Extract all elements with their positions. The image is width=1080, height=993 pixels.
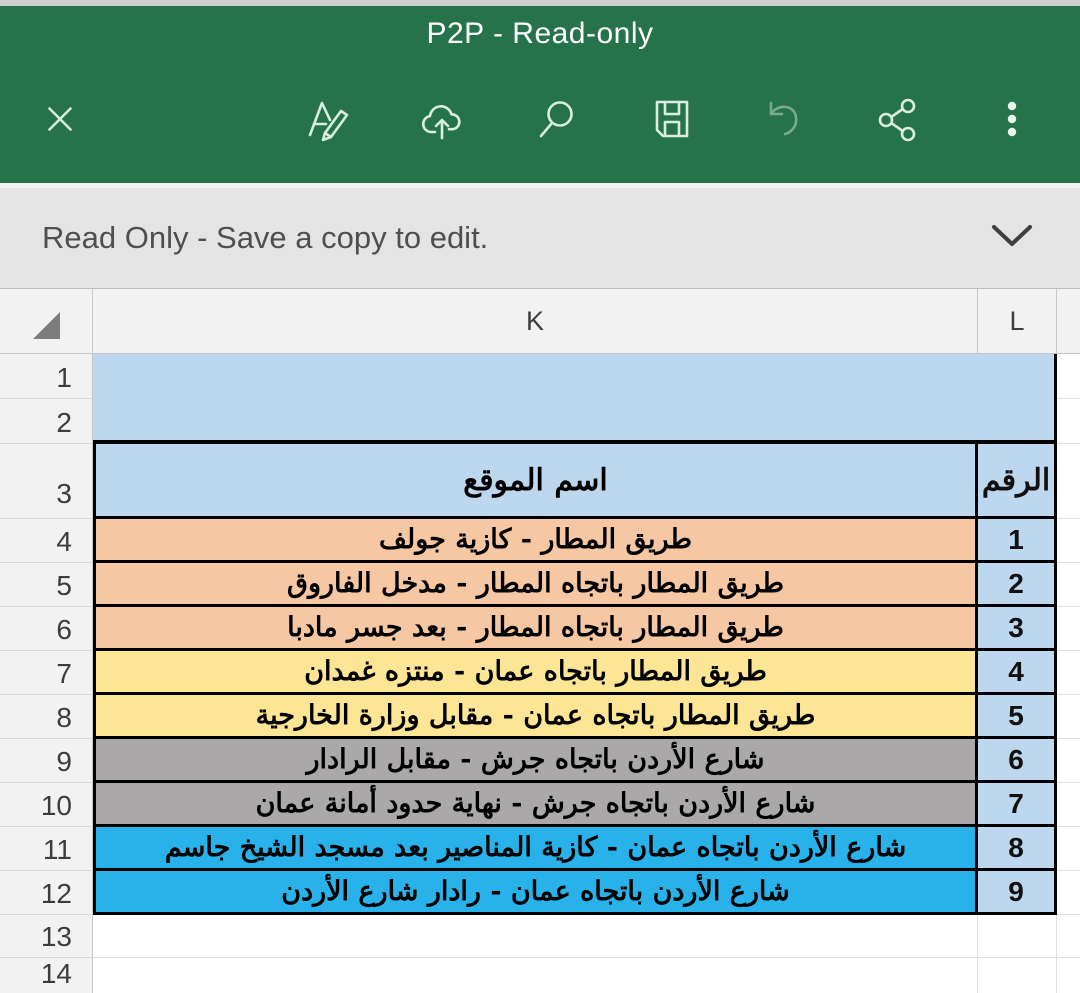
table-row-empty <box>0 915 1080 958</box>
site-name-cell[interactable]: شارع الأردن باتجاه عمان - رادار شارع الأردن <box>93 871 978 915</box>
site-name-cell[interactable]: طريق المطار باتجاه المطار - مدخل الفاروق <box>93 563 978 607</box>
site-name-cell[interactable]: طريق المطار - كازية جولف <box>93 519 978 563</box>
site-number-cell[interactable]: 3 <box>978 607 1057 651</box>
column-header-l[interactable]: L <box>978 289 1057 353</box>
table-row <box>0 607 1080 651</box>
cell-l14[interactable] <box>978 958 1057 993</box>
cell-k14[interactable] <box>93 958 978 993</box>
merged-band-rows-1-2 <box>0 354 1080 444</box>
cell-m13[interactable] <box>1057 915 1080 958</box>
cell-m6[interactable] <box>1057 607 1080 651</box>
site-name-header-cell[interactable]: اسم الموقع <box>93 444 978 519</box>
site-number-cell[interactable]: 5 <box>978 695 1057 739</box>
save-button[interactable] <box>644 93 696 145</box>
table-row <box>0 519 1080 563</box>
table-row <box>0 871 1080 915</box>
site-number-cell[interactable]: 2 <box>978 563 1057 607</box>
kebab-menu-icon <box>988 95 1036 143</box>
cell-k13[interactable] <box>93 915 978 958</box>
readonly-banner <box>0 188 1080 288</box>
site-name-cell[interactable]: شارع الأردن باتجاه جرش - مقابل الرادار <box>93 739 978 783</box>
site-name-cell[interactable]: شارع الأردن باتجاه جرش - نهاية حدود أمانة عمان <box>93 783 978 827</box>
undo-icon <box>760 95 808 143</box>
readonly-banner-text: Read Only - Save a copy to edit. <box>42 220 489 255</box>
site-number-cell[interactable]: 4 <box>978 651 1057 695</box>
undo-button[interactable] <box>758 93 810 145</box>
site-number-cell[interactable]: 9 <box>978 871 1057 915</box>
share-button[interactable] <box>872 93 924 145</box>
row-header-6[interactable]: 6 <box>0 607 93 651</box>
close-button[interactable] <box>34 93 86 145</box>
cell-m12[interactable] <box>1057 871 1080 915</box>
cell-m7[interactable] <box>1057 651 1080 695</box>
row-header-7[interactable]: 7 <box>0 651 93 695</box>
cell-m11[interactable] <box>1057 827 1080 871</box>
row-header-10[interactable]: 10 <box>0 783 93 827</box>
merged-cell-k1-l2[interactable] <box>93 354 1057 444</box>
cell-m5[interactable] <box>1057 563 1080 607</box>
overflow-menu-button[interactable] <box>986 93 1038 145</box>
font-edit-icon <box>304 95 352 143</box>
cell-m1[interactable] <box>1057 354 1080 399</box>
row-header-14[interactable]: 14 <box>0 958 93 993</box>
number-header-cell[interactable]: الرقم <box>978 444 1057 519</box>
cell-m2[interactable] <box>1057 399 1080 444</box>
toolbar <box>0 62 1080 183</box>
table-row <box>0 563 1080 607</box>
cell-m14[interactable] <box>1057 958 1080 993</box>
select-all-triangle-icon <box>33 312 60 339</box>
site-name-cell[interactable]: طريق المطار باتجاه المطار - بعد جسر مادبا <box>93 607 978 651</box>
table-header-row <box>0 444 1080 519</box>
row-header-5[interactable]: 5 <box>0 563 93 607</box>
row-header-11[interactable]: 11 <box>0 827 93 871</box>
row-header-12[interactable]: 12 <box>0 871 93 915</box>
format-button[interactable] <box>302 93 354 145</box>
upload-button[interactable] <box>416 93 468 145</box>
cell-m3[interactable] <box>1057 444 1080 519</box>
row-header-4[interactable]: 4 <box>0 519 93 563</box>
column-header-k[interactable]: K <box>93 289 978 353</box>
column-header-row <box>0 289 1080 354</box>
cloud-upload-icon <box>418 95 466 143</box>
site-number-cell[interactable]: 6 <box>978 739 1057 783</box>
close-icon <box>37 96 83 142</box>
cell-m4[interactable] <box>1057 519 1080 563</box>
row-header-9[interactable]: 9 <box>0 739 93 783</box>
row-header-2[interactable]: 2 <box>0 399 93 444</box>
site-number-cell[interactable]: 7 <box>978 783 1057 827</box>
table-row <box>0 695 1080 739</box>
table-row-empty <box>0 958 1080 993</box>
spreadsheet <box>0 288 1080 993</box>
cell-m9[interactable] <box>1057 739 1080 783</box>
column-header-m-sliver[interactable] <box>1057 289 1080 353</box>
table-row <box>0 827 1080 871</box>
row-header-1[interactable]: 1 <box>0 354 93 399</box>
table-row <box>0 739 1080 783</box>
save-icon <box>646 95 694 143</box>
table-row <box>0 783 1080 827</box>
site-name-cell[interactable]: طريق المطار باتجاه عمان - منتزه غمدان <box>93 651 978 695</box>
table-row <box>0 651 1080 695</box>
row-header-8[interactable]: 8 <box>0 695 93 739</box>
app-bar <box>0 6 1080 183</box>
document-title: P2P - Read-only <box>426 17 654 50</box>
cell-l13[interactable] <box>978 915 1057 958</box>
site-number-cell[interactable]: 1 <box>978 519 1057 563</box>
cell-m10[interactable] <box>1057 783 1080 827</box>
search-button[interactable] <box>530 93 582 145</box>
cell-m8[interactable] <box>1057 695 1080 739</box>
share-icon <box>874 95 922 143</box>
select-all-corner[interactable] <box>0 289 93 353</box>
row-header-13[interactable]: 13 <box>0 915 93 958</box>
site-name-cell[interactable]: طريق المطار باتجاه عمان - مقابل وزارة الخارجية <box>93 695 978 739</box>
site-name-cell[interactable]: شارع الأردن باتجاه عمان - كازية المناصير بعد مسجد الشيخ جاسم <box>93 827 978 871</box>
site-number-cell[interactable]: 8 <box>978 827 1057 871</box>
row-header-3[interactable]: 3 <box>0 444 93 519</box>
chevron-down-icon <box>990 223 1034 254</box>
banner-expand-button[interactable] <box>986 216 1038 260</box>
search-icon <box>532 95 580 143</box>
